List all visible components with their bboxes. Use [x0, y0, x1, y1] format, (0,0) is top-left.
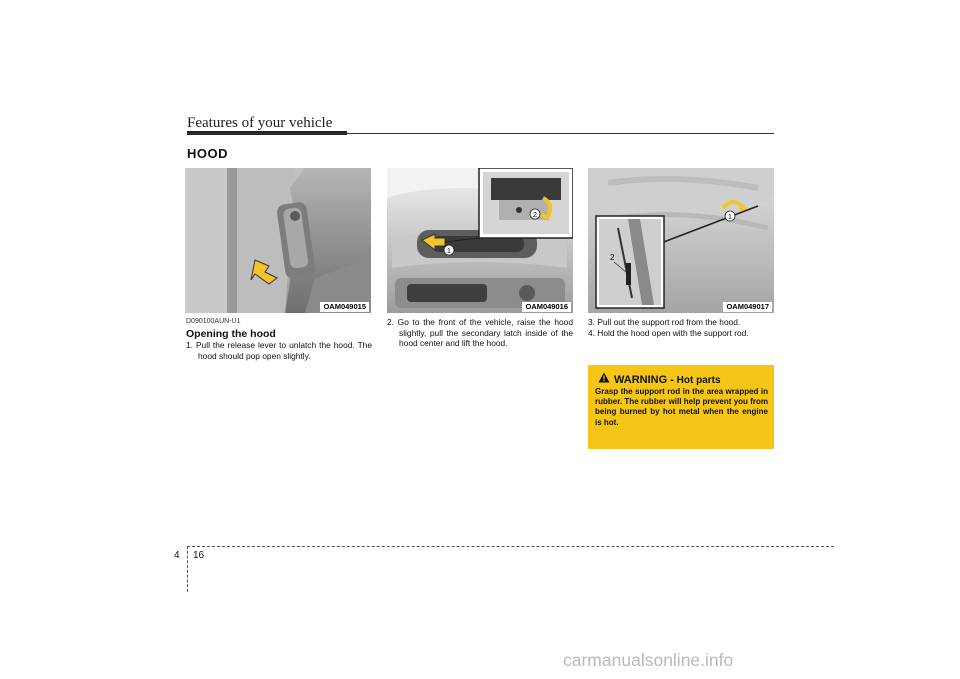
figure-release-lever — [185, 168, 371, 313]
page-number: 16 — [193, 550, 205, 561]
figure-label: OAM049015 — [320, 302, 369, 312]
front-vehicle-illustration — [387, 168, 573, 313]
watermark: carmanualsonline.info — [563, 650, 734, 670]
step-1: 1. Pull the release lever to unlatch the hood. The hood should pop open slightly. — [186, 340, 372, 361]
section-title: HOOD — [187, 146, 228, 161]
running-header: Features of your vehicle — [187, 115, 333, 131]
figure-front-vehicle — [387, 168, 573, 313]
header-rule — [187, 133, 774, 134]
footer-vertical-rule — [187, 546, 188, 592]
chapter-number: 4 — [174, 550, 180, 561]
warning-box — [588, 365, 774, 449]
callout-2: 2 — [610, 253, 615, 262]
column-2 — [387, 317, 573, 349]
column-1 — [186, 317, 372, 361]
subheading: Opening the hood — [186, 327, 276, 340]
callout-1: 1 — [728, 214, 732, 221]
release-lever-illustration — [185, 168, 371, 313]
figure-support-rod — [588, 168, 774, 313]
document-code: D090100AUN-U1 — [186, 318, 241, 325]
callout-1: 1 — [447, 248, 451, 255]
warning-topic: Hot parts — [676, 375, 721, 386]
step-3: 3. Pull out the support rod from the hood. — [588, 317, 741, 327]
warning-title — [614, 374, 721, 386]
figure-label: OAM049016 — [522, 302, 571, 312]
callout-2: 2 — [533, 212, 537, 219]
footer-rule — [187, 546, 834, 547]
step-4: 4. Hold the hood open with the support rod. — [588, 327, 749, 338]
warning-label: WARNING - — [614, 374, 674, 386]
step-2: 2. Go to the front of the vehicle, raise the hood slightly, pull the secondary latch inside of the hood center and lift the hood. — [387, 317, 573, 348]
warning-body: Grasp the support rod in the area wrapped in rubber. The rubber will help prevent you from being burned by hot metal when the engine is hot. — [595, 387, 768, 427]
warning-triangle-icon — [598, 372, 610, 383]
figure-label: OAM049017 — [723, 302, 772, 312]
column-3 — [588, 317, 774, 338]
support-rod-illustration — [588, 168, 774, 313]
